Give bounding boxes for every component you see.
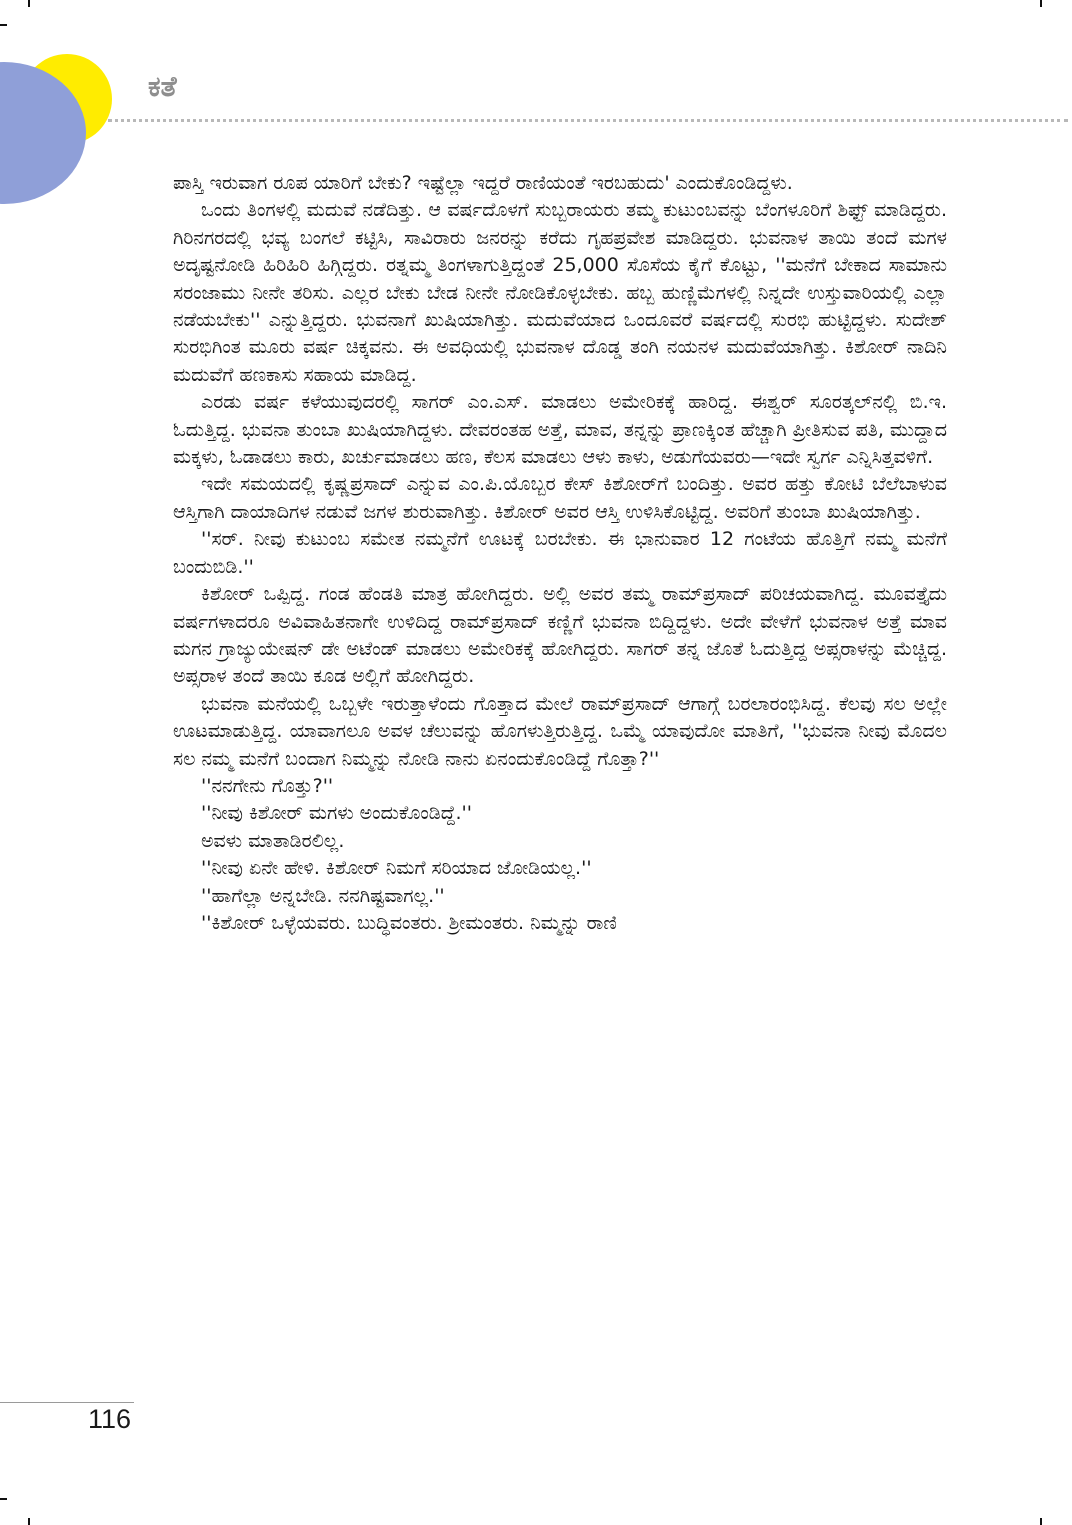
paragraph: ಭುವನಾ ಮನೆಯಲ್ಲಿ ಒಬ್ಬಳೇ ಇರುತ್ತಾಳೆಂದು ಗೊತ್ತಾದ ಮೇಲೆ ರಾಮ್‌ಪ್ರಸಾದ್ ಆಗಾಗ್ಗೆ ಬರಲಾರಂಭಿಸಿದ್ದ. ಕೆಲವು ಸಲ ಅಲ್ಲೇ ಊಟಮಾಡುತ್ತಿದ್ದ. ಯಾವಾಗಲೂ ಅವಳ ಚೆಲುವನ್ನು ಹೊಗಳುತ್ತಿರುತ್ತಿದ್ದ. ಒಮ್ಮೆ ಯಾವುದೋ ಮಾತಿಗೆ, ''ಭುವನಾ ನೀವು ಮೊದಲ ಸಲ ನಮ್ಮ ಮನೆಗೆ ಬಂದಾಗ ನಿಮ್ಮನ್ನು ನೋಡಿ ನಾನು ಏನಂದುಕೊಂಡಿದ್ದೆ ಗೊತ್ತಾ?'': [173, 692, 947, 770]
page-number: 116: [88, 1404, 132, 1434]
paragraph: ''ನನಗೇನು ಗೊತ್ತು?'': [201, 774, 334, 797]
section-title: ಕತೆ: [148, 70, 177, 103]
story-body: [173, 170, 947, 1398]
paragraph: ಇದೇ ಸಮಯದಲ್ಲಿ ಕೃಷ್ಣಪ್ರಸಾದ್ ಎನ್ನುವ ಎಂ.ಪಿ.ಯೊಬ್ಬರ ಕೇಸ್ ಕಿಶೋರ್‌ಗೆ ಬಂದಿತ್ತು. ಅವರ ಹತ್ತು ಕೋಟಿ ಬೆಲೆಬಾಳುವ ಆಸ್ತಿಗಾಗಿ ದಾಯಾದಿಗಳ ನಡುವೆ ಜಗಳ ಶುರುವಾಗಿತ್ತು. ಕಿಶೋರ್ ಅವರ ಆಸ್ತಿ ಉಳಿಸಿಕೊಟ್ಟಿದ್ದ. ಅವರಿಗೆ ತುಂಬಾ ಖುಷಿಯಾಗಿತ್ತು.: [173, 473, 947, 523]
paragraph: ಎರಡು ವರ್ಷ ಕಳೆಯುವುದರಲ್ಲಿ ಸಾಗರ್ ಎಂ.ಎಸ್. ಮಾಡಲು ಅಮೇರಿಕಕ್ಕೆ ಹಾರಿದ್ದ. ಈಶ್ವರ್ ಸೂರತ್ಕಲ್‌ನಲ್ಲಿ ಬಿ.ಇ. ಓದುತ್ತಿದ್ದ. ಭುವನಾ ತುಂಬಾ ಖುಷಿಯಾಗಿದ್ದಳು. ದೇವರಂತಹ ಅತ್ತೆ, ಮಾವ, ತನ್ನನ್ನು ಪ್ರಾಣಕ್ಕಿಂತ ಹೆಚ್ಚಾಗಿ ಪ್ರೀತಿಸುವ ಪತಿ, ಮುದ್ದಾದ ಮಕ್ಕಳು, ಓಡಾಡಲು ಕಾರು, ಖರ್ಚುಮಾಡಲು ಹಣ, ಕೆಲಸ ಮಾಡಲು ಆಳು ಕಾಳು, ಅಡುಗೆಯವರು—ಇದೇ ಸ್ವರ್ಗ ಎನ್ನಿಸಿತ್ತವಳಿಗೆ.: [173, 391, 947, 469]
paragraph: ''ಹಾಗೆಲ್ಲಾ ಅನ್ನಬೇಡಿ. ನನಗಿಷ್ಟವಾಗಲ್ಲ.'': [201, 884, 445, 907]
paragraph: ಕಿಶೋರ್ ಒಪ್ಪಿದ್ದ. ಗಂಡ ಹೆಂಡತಿ ಮಾತ್ರ ಹೋಗಿದ್ದರು. ಅಲ್ಲಿ ಅವರ ತಮ್ಮ ರಾಮ್‌ಪ್ರಸಾದ್ ಪರಿಚಯವಾಗಿದ್ದ. ಮೂವತ್ತೈದು ವರ್ಷಗಳಾದರೂ ಅವಿವಾಹಿತನಾಗೇ ಉಳಿದಿದ್ದ ರಾಮ್‌ಪ್ರಸಾದ್ ಕಣ್ಣಿಗೆ ಭುವನಾ ಬಿದ್ದಿದ್ದಳು. ಅದೇ ವೇಳೆಗೆ ಭುವನಾಳ ಅತ್ತೆ ಮಾವ ಮಗನ ಗ್ರಾಜ್ಯುಯೇಷನ್ ಡೇ ಅಟೆಂಡ್ ಮಾಡಲು ಅಮೇರಿಕಕ್ಕೆ ಹೋಗಿದ್ದರು. ಸಾಗರ್ ತನ್ನ ಜೊತೆ ಓದುತ್ತಿದ್ದ ಅಪ್ಸರಾಳನ್ನು ಮೆಚ್ಚಿದ್ದ. ಅಪ್ಸರಾಳ ತಂದೆ ತಾಯಿ ಕೂಡ ಅಲ್ಲಿಗೆ ಹೋಗಿದ್ದರು.: [173, 583, 947, 688]
paragraph: ಪಾಸ್ತಿ ಇರುವಾಗ ರೂಪ ಯಾರಿಗೆ ಬೇಕು? ಇಷ್ಟೆಲ್ಲಾ ಇದ್ದರೆ ರಾಣಿಯಂತೆ ಇರಬಹುದು' ಎಂದುಕೊಂಡಿದ್ದಳು.: [173, 172, 793, 194]
crop-mark-left-lower: [0, 1498, 7, 1500]
crop-mark-bottom-left: [28, 1518, 30, 1525]
paragraph: ಒಂದು ತಿಂಗಳಲ್ಲಿ ಮದುವೆ ನಡೆದಿತ್ತು. ಆ ವರ್ಷದೊಳಗೆ ಸುಬ್ಬರಾಯರು ತಮ್ಮ ಕುಟುಂಬವನ್ನು ಬೆಂಗಳೂರಿಗೆ ಶಿಫ್ಟ್ ಮಾಡಿದ್ದರು. ಗಿರಿನಗರದಲ್ಲಿ ಭವ್ಯ ಬಂಗಲೆ ಕಟ್ಟಿಸಿ, ಸಾವಿರಾರು ಜನರನ್ನು ಕರೆದು ಗೃಹಪ್ರವೇಶ ಮಾಡಿದ್ದರು. ಭುವನಾಳ ತಾಯಿ ತಂದೆ ಮಗಳ ಅದೃಷ್ಟನೋಡಿ ಹಿರಿಹಿರಿ ಹಿಗ್ಗಿದ್ದರು. ರತ್ನಮ್ಮ ತಿಂಗಳಾಗುತ್ತಿದ್ದಂತೆ 25,000 ಸೊಸೆಯ ಕೈಗೆ ಕೊಟ್ಟು, ''ಮನೆಗೆ ಬೇಕಾದ ಸಾಮಾನು ಸರಂಜಾಮು ನೀನೇ ತರಿಸು. ಎಲ್ಲರ ಬೇಕು ಬೇಡ ನೀನೇ ನೋಡಿಕೊಳ್ಳಬೇಕು. ಹಬ್ಬ ಹುಣ್ಣಿಮೆಗಳಲ್ಲಿ ನಿನ್ನದೇ ಉಸ್ತುವಾರಿಯಲ್ಲಿ ಎಲ್ಲಾ ನಡೆಯಬೇಕು'' ಎನ್ನುತ್ತಿದ್ದರು. ಭುವನಾಗೆ ಖುಷಿಯಾಗಿತ್ತು. ಮದುವೆಯಾದ ಒಂದೂವರೆ ವರ್ಷದಲ್ಲಿ ಸುರಭಿ ಹುಟ್ಟಿದ್ದಳು. ಸುದೇಶ್ ಸುರಭಿಗಿಂತ ಮೂರು ವರ್ಷ ಚಿಕ್ಕವನು. ಈ ಅವಧಿಯಲ್ಲಿ ಭುವನಾಳ ದೊಡ್ಡ ತಂಗಿ ನಯನಳ ಮದುವೆಯಾಗಿತ್ತು. ಕಿಶೋರ್ ನಾದಿನಿ ಮದುವೆಗೆ ಹಣಕಾಸು ಸಹಾಯ ಮಾಡಿದ್ದ.: [173, 199, 947, 386]
paragraph: ''ಸರ್. ನೀವು ಕುಟುಂಬ ಸಮೇತ ನಮ್ಮನೆಗೆ ಊಟಕ್ಕೆ ಬರಬೇಕು. ಈ ಭಾನುವಾರ 12 ಗಂಟೆಯ ಹೊತ್ತಿಗೆ ನಮ್ಮ ಮನೆಗೆ ಬಂದುಬಿಡಿ.'': [173, 528, 947, 578]
crop-mark-left-upper: [0, 24, 7, 26]
crop-mark-top-left: [28, 0, 30, 7]
crop-mark-top-right: [1040, 0, 1042, 7]
paragraph: ''ನೀವು ಕಿಶೋರ್ ಮಗಳು ಅಂದುಕೊಂಡಿದ್ದೆ.'': [201, 802, 472, 825]
paragraph: ಅವಳು ಮಾತಾಡಿರಲಿಲ್ಲ.: [201, 829, 345, 852]
crop-mark-bottom-right: [1040, 1518, 1042, 1525]
paragraph: ''ಕಿಶೋರ್ ಒಳ್ಳೆಯವರು. ಬುದ್ಧಿವಂತರು. ಶ್ರೀಮಂತರು. ನಿಮ್ಮನ್ನು ರಾಣಿ: [201, 911, 617, 934]
paragraph: ''ನೀವು ಏನೇ ಹೇಳಿ. ಕಿಶೋರ್ ನಿಮಗೆ ಸರಿಯಾದ ಜೋಡಿಯಲ್ಲ.'': [201, 857, 592, 880]
header-dotted-rule: [108, 119, 1068, 122]
